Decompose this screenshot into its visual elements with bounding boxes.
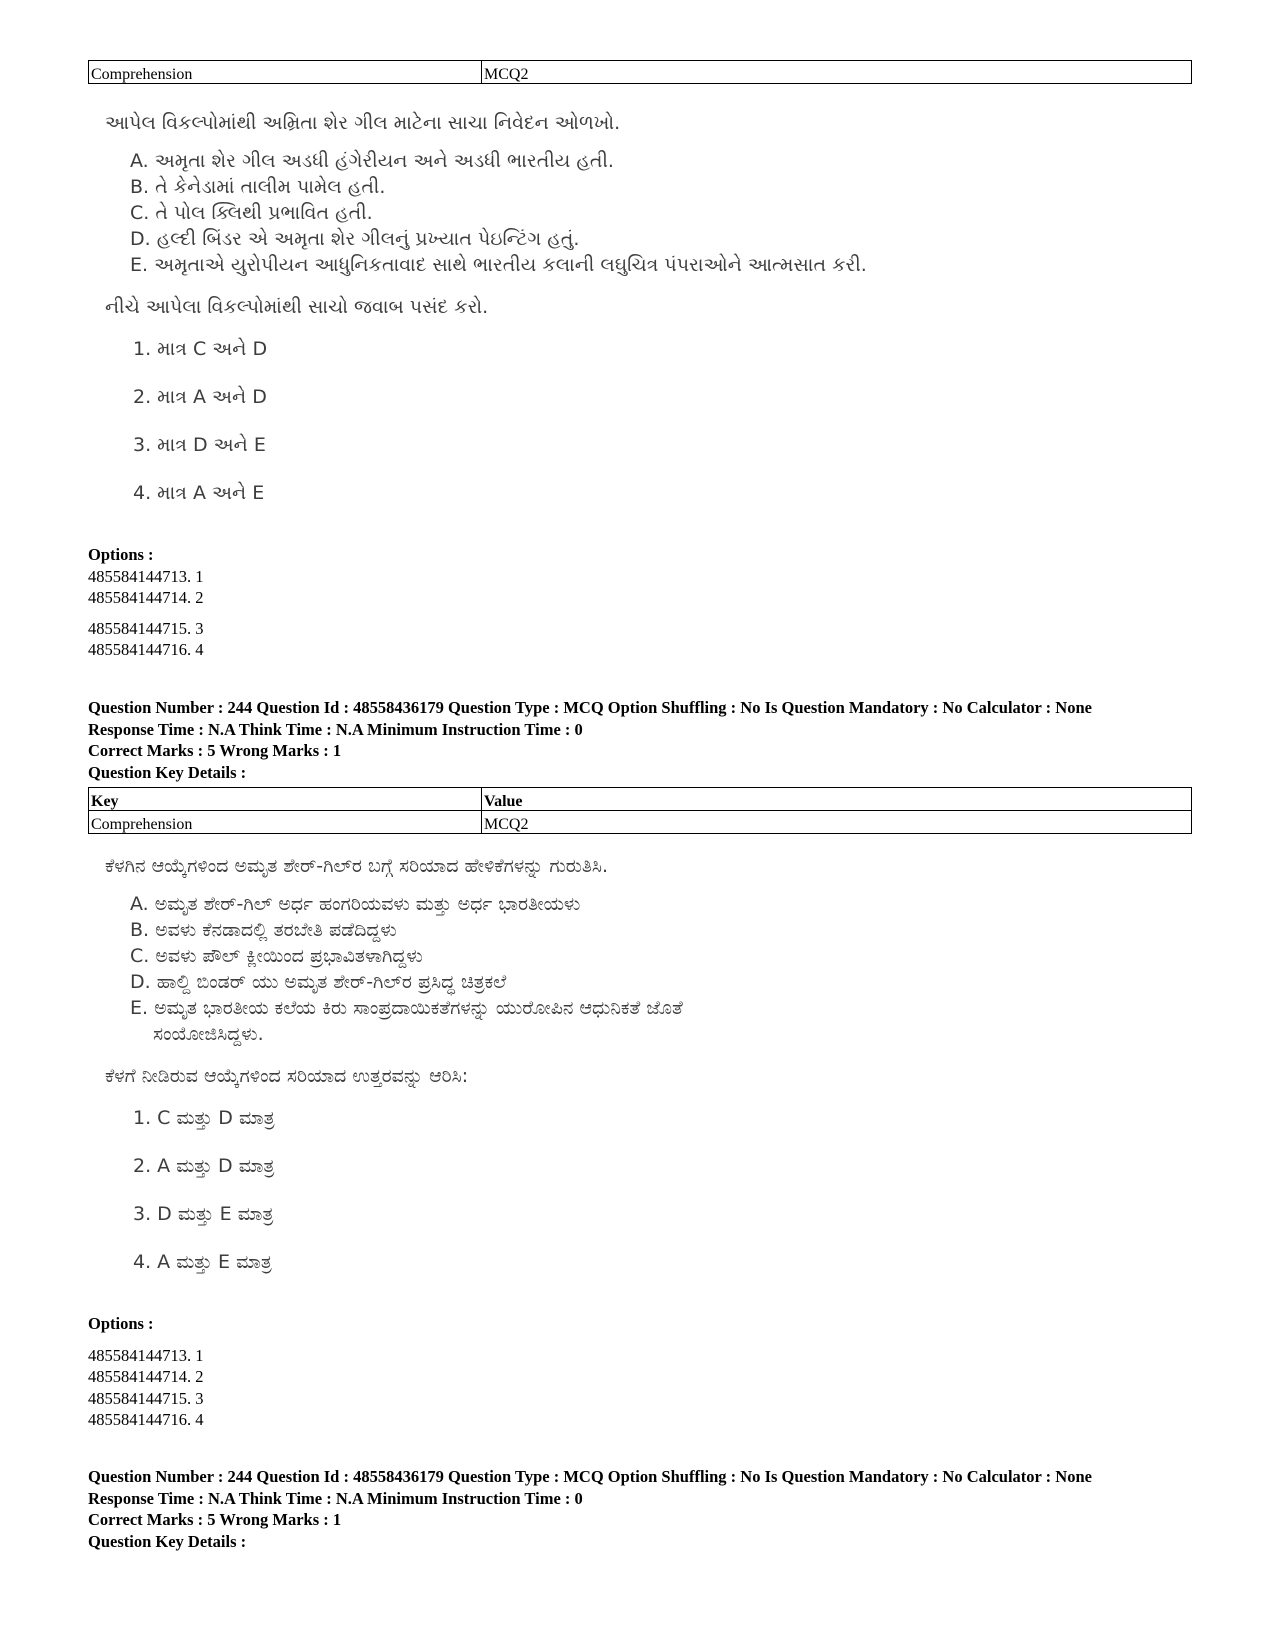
question-meta xyxy=(88,697,1092,783)
option-line: 485584144716. 4 xyxy=(88,640,204,659)
question-key-table xyxy=(88,787,1192,834)
question-meta-line: Correct Marks : 5 Wrong Marks : 1 xyxy=(88,1510,342,1529)
options-block xyxy=(88,544,204,661)
question-meta-line: Response Time : N.A Think Time : N.A Minimum Instruction Time : 0 xyxy=(88,719,583,739)
question-meta xyxy=(88,1466,1092,1552)
top-key-table xyxy=(88,60,1192,84)
statement-item: A. અમૃતા શેર ગીલ અડધી હંગેરીયન અને અડધી ભારતીય હતી. xyxy=(130,150,614,172)
options-block xyxy=(88,1313,204,1431)
table-row xyxy=(89,61,1192,84)
option-line: 485584144714. 2 xyxy=(88,1367,204,1386)
statement-list xyxy=(130,148,867,278)
question-meta-line: Question Key Details : xyxy=(88,762,247,782)
option-line: 485584144715. 3 xyxy=(88,618,204,638)
table-cell-value: MCQ2 xyxy=(482,811,1192,834)
choice-item: 2. A ಮತ್ತು D ಮಾತ್ರ xyxy=(133,1155,275,1177)
table-header-value: Value xyxy=(482,788,1192,811)
options-label: Options : xyxy=(88,1314,154,1333)
question-meta-line: Correct Marks : 5 Wrong Marks : 1 xyxy=(88,741,342,760)
question-meta-line: Response Time : N.A Think Time : N.A Minimum Instruction Time : 0 xyxy=(88,1488,583,1508)
table-cell-key: Comprehension xyxy=(89,61,482,84)
choice-item: 4. A ಮತ್ತು E ಮಾತ್ರ xyxy=(133,1251,272,1273)
table-header-row xyxy=(89,788,1192,811)
statement-list xyxy=(130,891,683,1047)
choice-item: 1. માત્ર C અને D xyxy=(133,338,268,360)
choice-item: 2. માત્ર A અને D xyxy=(133,386,267,408)
question-text: આપેલ વિકલ્પોમાંથી અમ્રિતા શેર ગીલ માટેના સાચા નિવેદન ઓળખો. xyxy=(105,112,621,134)
statement-item: D. હલ્દી બિંડર એ અમૃતા શેર ગીલનું પ્રખ્યાત પેઇન્ટિંગ હતું. xyxy=(130,228,580,250)
question-meta-line: Question Number : 244 Question Id : 48558436179 Question Type : MCQ Option Shuffling : No Is Question Mandatory : No Calculator : None xyxy=(88,698,1092,717)
option-line: 485584144715. 3 xyxy=(88,1388,204,1408)
statement-item: ಸಂಯೋಜಿಸಿದ್ದಳು. xyxy=(153,1023,264,1045)
choice-item: 3. D ಮತ್ತು E ಮಾತ್ರ xyxy=(133,1203,274,1225)
gujarati-question-image xyxy=(105,110,867,528)
option-line: 485584144714. 2 xyxy=(88,588,204,607)
options-label: Options : xyxy=(88,545,154,564)
statement-item: C. ಅವಳು ಪೌಲ್ ಕ್ಲೀಯಿಂದ ಪ್ರಭಾವಿತಳಾಗಿದ್ದಳು xyxy=(130,945,423,967)
table-cell-key: Comprehension xyxy=(89,811,482,834)
statement-item: E. ಅಮೃತ ಭಾರತೀಯ ಕಲೆಯ ಕಿರು ಸಾಂಪ್ರದಾಯಿಕತೆಗಳನ್ನು ಯುರೋಪಿನ ಆಧುನಿಕತೆ ಜೊತೆ xyxy=(130,997,683,1019)
question-text: ಕೆಳಗಿನ ಆಯ್ಕೆಗಳಿಂದ ಅಮೃತ ಶೇರ್-ಗಿಲ್‌ರ ಬಗ್ಗೆ ಸರಿಯಾದ ಹೇಳಿಕೆಗಳನ್ನು ಗುರುತಿಸಿ. xyxy=(105,855,609,877)
statement-item: E. અમૃતાએ યુરોપીયન આધુનિકતાવાદ સાથે ભારતીય કલાની લઘુચિત્ર પંપરાઓને આત્મસાત કરી. xyxy=(130,254,867,276)
instruction-text: ಕೆಳಗೆ ನೀಡಿರುವ ಆಯ್ಕೆಗಳಿಂದ ಸರಿಯಾದ ಉತ್ತರವನ್ನು ಆರಿಸಿ: xyxy=(105,1065,469,1087)
option-line: 485584144713. 1 xyxy=(88,566,204,586)
question-meta-line: Question Number : 244 Question Id : 48558436179 Question Type : MCQ Option Shuffling : No Is Question Mandatory : No Calculator : None xyxy=(88,1467,1092,1486)
option-line: 485584144716. 4 xyxy=(88,1410,204,1429)
kannada-question-image xyxy=(105,853,683,1297)
question-meta-line: Question Key Details : xyxy=(88,1531,247,1551)
choice-item: 1. C ಮತ್ತು D ಮಾತ್ರ xyxy=(133,1107,275,1129)
instruction-text: નીચે આપેલા વિકલ્પોમાંથી સાચો જવાબ પસંદ કરો. xyxy=(105,296,489,318)
table-header-key: Key xyxy=(89,788,482,811)
statement-item: B. ಅವಳು ಕೆನಡಾದಲ್ಲಿ ತರಬೇತಿ ಪಡೆದಿದ್ದಳು xyxy=(130,919,397,941)
statement-item: C. તે પોલ ક્લિથી પ્રભાવિત હતી. xyxy=(130,202,373,224)
table-row xyxy=(89,811,1192,834)
option-line: 485584144713. 1 xyxy=(88,1345,204,1365)
table-cell-value: MCQ2 xyxy=(482,61,1192,84)
statement-item: B. તે કેનેડામાં તાલીમ પામેલ હતી. xyxy=(130,176,386,198)
statement-item: A. ಅಮೃತ ಶೇರ್-ಗಿಲ್ ಅರ್ಧ ಹಂಗರಿಯವಳು ಮತ್ತು ಅರ್ಧ ಭಾರತೀಯಳು xyxy=(130,893,581,915)
choice-item: 3. માત્ર D અને E xyxy=(133,434,266,456)
statement-item: D. ಹಾಲ್ದಿ ಬಿಂಡರ್ ಯು ಅಮೃತ ಶೇರ್-ಗಿಲ್‌ರ ಪ್ರಸಿದ್ಧ ಚಿತ್ರಕಲೆ xyxy=(130,971,507,993)
choice-item: 4. માત્ર A અને E xyxy=(133,482,265,504)
